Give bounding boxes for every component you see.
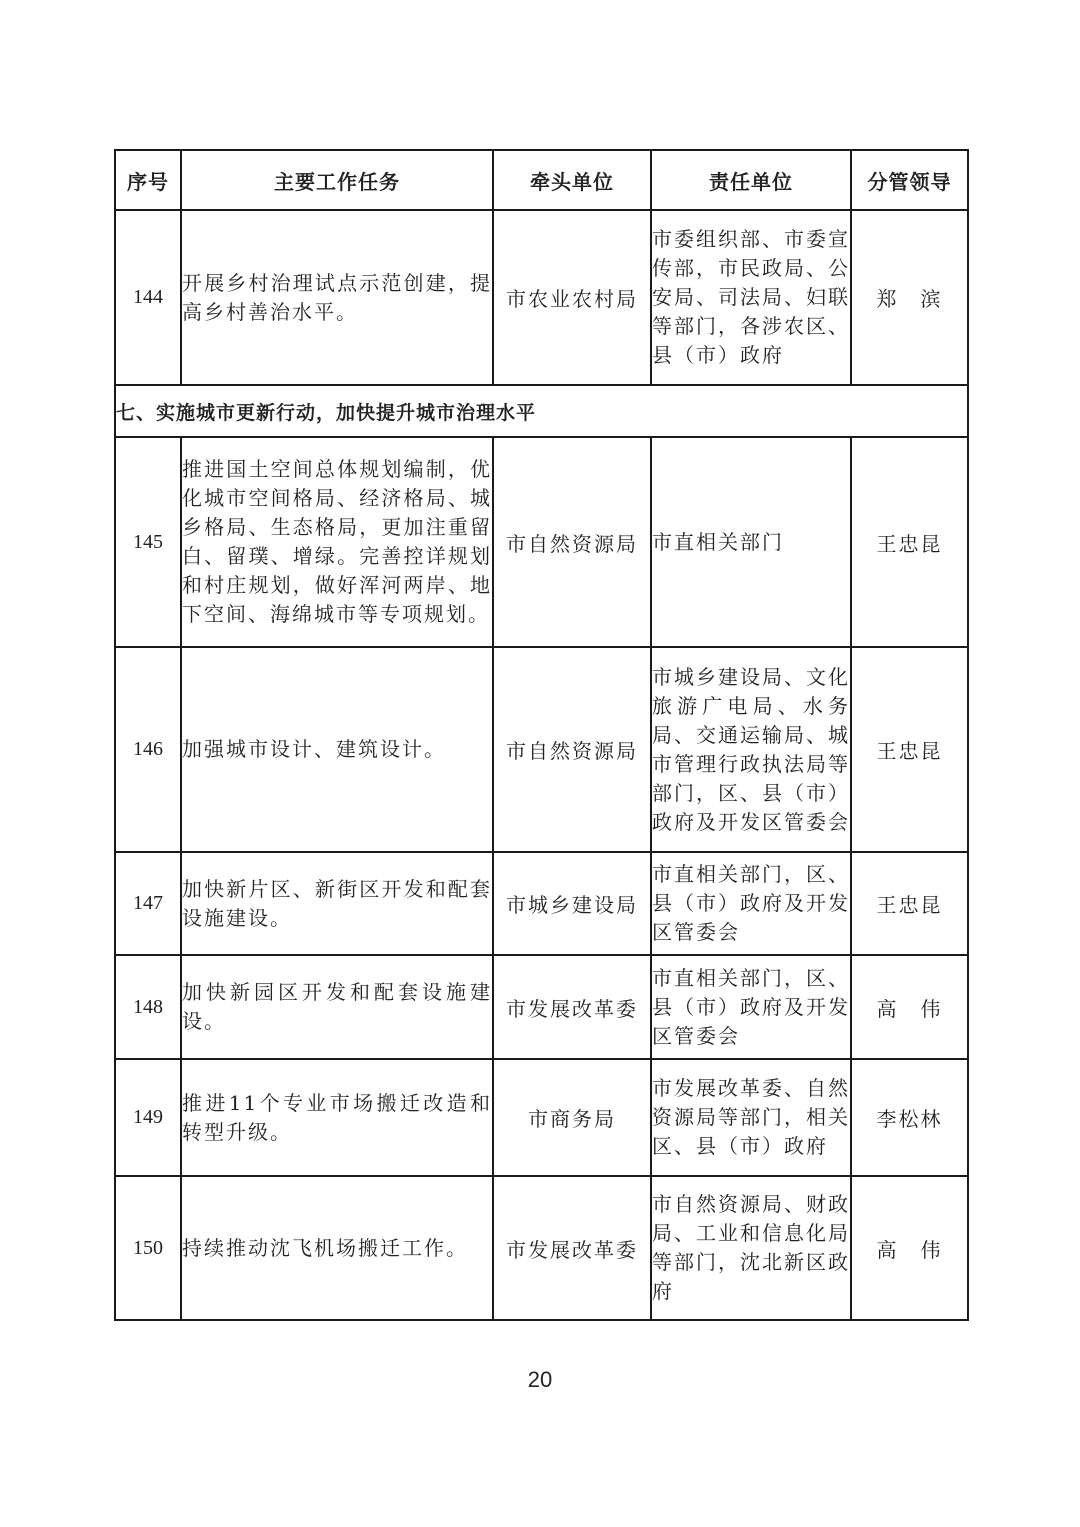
table-row bbox=[115, 955, 968, 1059]
header-number: 序号 bbox=[115, 150, 181, 210]
row-task: 推进11个专业市场搬迁改造和转型升级。 bbox=[181, 1059, 493, 1176]
row-lead-unit: 市发展改革委 bbox=[493, 1176, 651, 1320]
row-task: 加快新园区开发和配套设施建设。 bbox=[181, 955, 493, 1059]
row-responsible-unit: 市直相关部门，区、县（市）政府及开发区管委会 bbox=[651, 955, 851, 1059]
header-leader: 分管领导 bbox=[851, 150, 968, 210]
row-responsible-unit: 市委组织部、市委宣传部，市民政局、公安局、司法局、妇联等部门，各涉农区、县（市）政府 bbox=[651, 210, 851, 385]
row-number: 147 bbox=[115, 852, 181, 955]
row-lead-unit: 市商务局 bbox=[493, 1059, 651, 1176]
task-table bbox=[114, 149, 969, 1321]
section-row bbox=[115, 385, 968, 437]
row-number: 150 bbox=[115, 1176, 181, 1320]
row-task: 加快新片区、新街区开发和配套设施建设。 bbox=[181, 852, 493, 955]
header-responsible-unit: 责任单位 bbox=[651, 150, 851, 210]
row-number: 146 bbox=[115, 647, 181, 852]
row-task: 推进国土空间总体规划编制，优化城市空间格局、经济格局、城乡格局、生态格局，更加注重留白、留璞、增绿。完善控详规划和村庄规划，做好浑河两岸、地下空间、海绵城市等专项规划。 bbox=[181, 437, 493, 647]
row-number: 144 bbox=[115, 210, 181, 385]
row-responsible-unit: 市直相关部门 bbox=[651, 437, 851, 647]
table-row bbox=[115, 647, 968, 852]
row-lead-unit: 市自然资源局 bbox=[493, 437, 651, 647]
row-task: 开展乡村治理试点示范创建，提高乡村善治水平。 bbox=[181, 210, 493, 385]
row-leader: 高 伟 bbox=[851, 955, 968, 1059]
row-responsible-unit: 市城乡建设局、文化旅游广电局、水务局、交通运输局、城市管理行政执法局等部门，区、县（市）政府及开发区管委会 bbox=[651, 647, 851, 852]
row-leader: 郑 滨 bbox=[851, 210, 968, 385]
row-number: 145 bbox=[115, 437, 181, 647]
header-lead-unit: 牵头单位 bbox=[493, 150, 651, 210]
row-leader: 王忠昆 bbox=[851, 647, 968, 852]
table-row bbox=[115, 437, 968, 647]
table-header-row bbox=[115, 150, 968, 210]
page-number: 20 bbox=[527, 1367, 553, 1392]
header-task: 主要工作任务 bbox=[181, 150, 493, 210]
row-leader: 李松林 bbox=[851, 1059, 968, 1176]
row-lead-unit: 市城乡建设局 bbox=[493, 852, 651, 955]
row-leader: 王忠昆 bbox=[851, 852, 968, 955]
row-lead-unit: 市农业农村局 bbox=[493, 210, 651, 385]
row-responsible-unit: 市发展改革委、自然资源局等部门，相关区、县（市）政府 bbox=[651, 1059, 851, 1176]
row-number: 149 bbox=[115, 1059, 181, 1176]
row-lead-unit: 市发展改革委 bbox=[493, 955, 651, 1059]
row-leader: 高 伟 bbox=[851, 1176, 968, 1320]
row-number: 148 bbox=[115, 955, 181, 1059]
row-leader: 王忠昆 bbox=[851, 437, 968, 647]
row-task: 持续推动沈飞机场搬迁工作。 bbox=[181, 1176, 493, 1320]
row-task: 加强城市设计、建筑设计。 bbox=[181, 647, 493, 852]
table-row bbox=[115, 1176, 968, 1320]
table-row bbox=[115, 1059, 968, 1176]
table-row bbox=[115, 210, 968, 385]
row-responsible-unit: 市自然资源局、财政局、工业和信息化局等部门，沈北新区政府 bbox=[651, 1176, 851, 1320]
row-lead-unit: 市自然资源局 bbox=[493, 647, 651, 852]
table-row bbox=[115, 852, 968, 955]
row-responsible-unit: 市直相关部门，区、县（市）政府及开发区管委会 bbox=[651, 852, 851, 955]
section-title: 七、实施城市更新行动，加快提升城市治理水平 bbox=[115, 385, 968, 437]
